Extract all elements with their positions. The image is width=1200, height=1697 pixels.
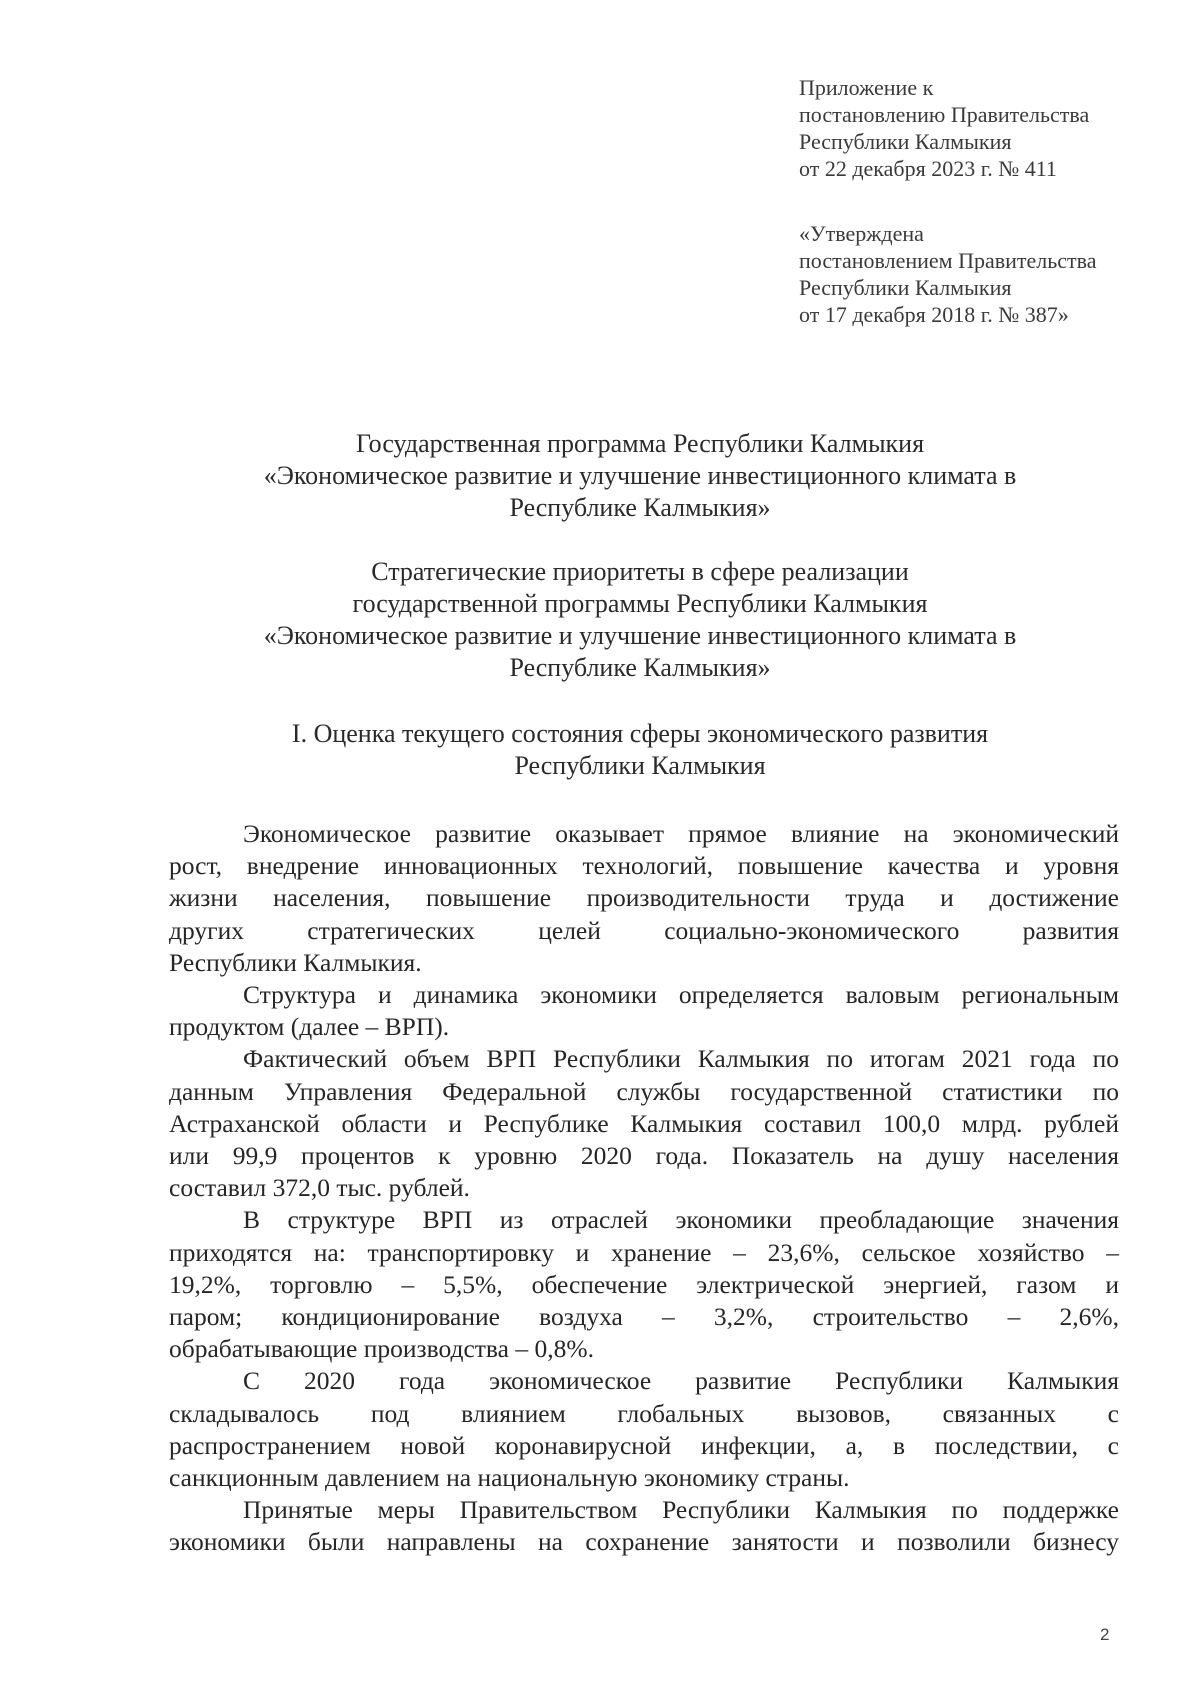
section-heading-line: Республики Калмыкия (514, 751, 766, 780)
priorities-title-line: «Экономическое развитие и улучшение инвестиционного климата в (263, 621, 1017, 650)
paragraph-line: продуктом (далее – ВРП). (169, 1012, 450, 1042)
paragraph-line: Экономическое развитие оказывает прямое влияние на экономический (243, 819, 1119, 848)
appendix-line: от 22 декабря 2023 г. № 411 (799, 156, 1057, 181)
program-title (160, 428, 1120, 524)
paragraph-line: В структуре ВРП из отраслей экономики преобладающие значения (243, 1205, 1119, 1235)
paragraph-line: Астраханской области и Республике Калмыкия составил 100,0 млрд. рублей (169, 1108, 1119, 1138)
program-title-line: Республике Калмыкия» (509, 493, 771, 522)
approved-line: постановлением Правительства (799, 248, 1097, 273)
priorities-title-line: государственной программы Республики Калмыкия (352, 589, 928, 618)
appendix-line: Приложение к (799, 75, 934, 100)
paragraph-line: складывалось под влиянием глобальных вызовов, связанных с (169, 1398, 1119, 1428)
paragraph-line: С 2020 года экономическое развитие Республики Калмыкия (243, 1366, 1119, 1396)
paragraph (169, 1365, 1119, 1494)
approved-line: Республики Калмыкия (799, 275, 1012, 300)
paragraph-line: жизни населения, повышение производительности труда и достижение (169, 883, 1119, 913)
paragraph (169, 1204, 1119, 1365)
approved-line: «Утверждена (799, 221, 924, 246)
section-heading-line: I. Оценка текущего состояния сферы экономического развития (291, 719, 989, 748)
paragraph-line: Фактический объем ВРП Республики Калмыкия по итогам 2021 года по (243, 1044, 1119, 1074)
paragraph-line: Республики Калмыкия. (169, 947, 422, 977)
priorities-title-line: Стратегические приоритеты в сфере реализации (371, 557, 909, 586)
paragraph-line: составил 372,0 тыс. рублей. (169, 1173, 470, 1203)
section-heading (160, 718, 1120, 782)
priorities-title (160, 556, 1120, 684)
priorities-title-line: Республике Калмыкия» (509, 653, 771, 682)
paragraph (169, 818, 1119, 979)
paragraph-line: других стратегических целей социально-экономического развития (169, 915, 1119, 945)
appendix-line: Республики Калмыкия (799, 129, 1012, 154)
paragraph-line: данным Управления Федеральной службы государственной статистики по (169, 1076, 1119, 1106)
program-title-line: Государственная программа Республики Калмыкия (355, 429, 925, 458)
paragraph-line: экономики были направлены на сохранение занятости и позволили бизнесу (169, 1527, 1119, 1557)
paragraph (169, 1043, 1119, 1204)
approved-header (799, 220, 1159, 328)
program-title-line: «Экономическое развитие и улучшение инвестиционного климата в (263, 461, 1017, 490)
paragraph-line: приходятся на: транспортировку и хранение – 23,6%, сельское хозяйство – (169, 1237, 1119, 1267)
appendix-line: постановлению Правительства (799, 102, 1090, 127)
paragraph-line: Принятые меры Правительством Республики Калмыкия по поддержке (243, 1495, 1119, 1525)
approved-line: от 17 декабря 2018 г. № 387» (799, 302, 1069, 327)
page-number: 2 (1100, 1625, 1110, 1644)
paragraph-line: распространением новой коронавирусной инфекции, а, в последствии, с (169, 1430, 1119, 1460)
paragraph-line: рост, внедрение инновационных технологий, повышение качества и уровня (169, 851, 1119, 881)
paragraph-line: или 99,9 процентов к уровню 2020 года. Показатель на душу населения (169, 1141, 1119, 1171)
paragraph (169, 1494, 1119, 1558)
body-text (169, 818, 1119, 1559)
paragraph-line: паром; кондиционирование воздуха – 3,2%, строительство – 2,6%, (169, 1302, 1119, 1332)
paragraph-line: обрабатывающие производства – 0,8%. (169, 1334, 594, 1364)
paragraph-line: санкционным давлением на национальную экономику страны. (169, 1463, 850, 1493)
paragraph-line: 19,2%, торговлю – 5,5%, обеспечение электрической энергией, газом и (169, 1269, 1119, 1299)
paragraph-line: Структура и динамика экономики определяется валовым региональным (243, 980, 1119, 1010)
paragraph (169, 979, 1119, 1043)
appendix-header (799, 74, 1139, 182)
